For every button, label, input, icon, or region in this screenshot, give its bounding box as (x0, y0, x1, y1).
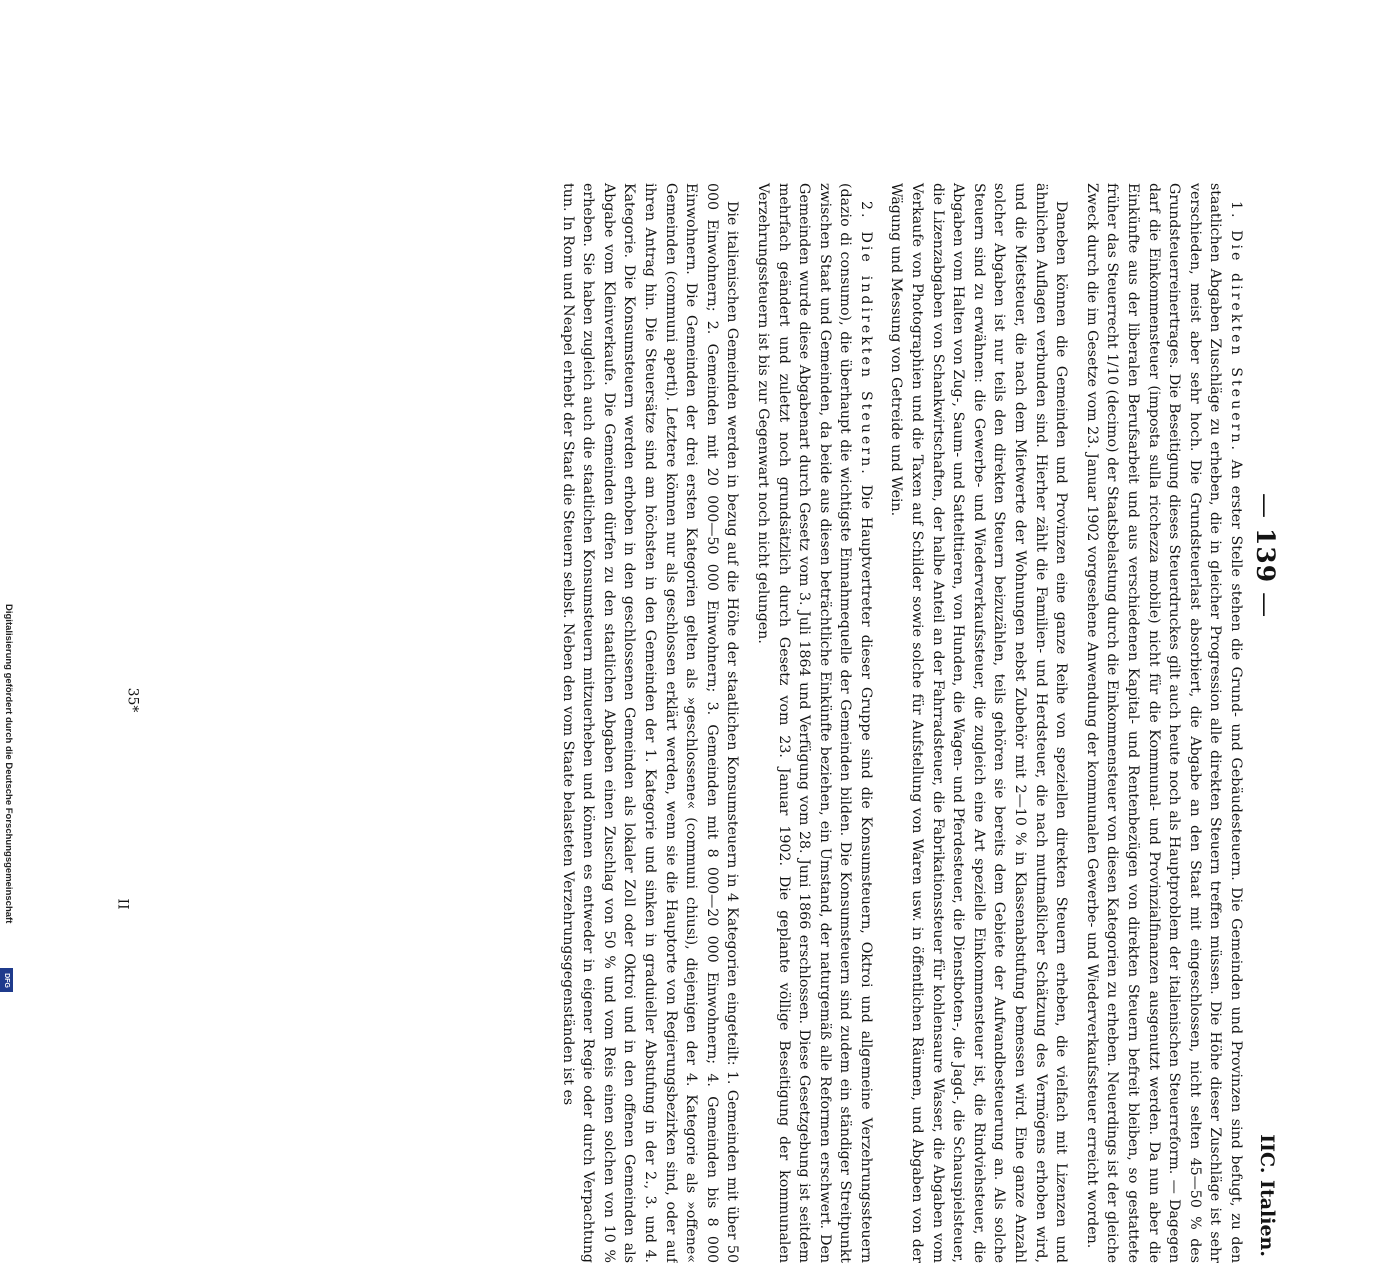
rotated-book-page (160, 155, 1280, 1263)
paragraph-indirect-taxes (752, 183, 876, 1263)
paragraph-text: An erster Stelle stehen die Grund- und Gebäudesteuern. Die Gemeinden und Provinzen sind befugt, zu den staatlichen Abgaben Zuschläge zu erheben, die in gleicher Progression alle direkten Steuern treffen müssen. Die Höhe dieser Zuschläge ist sehr verschieden, meist aber sehr hoch. Die Grundsteuerlast absorbiert, die Abgabe an den Staat mit eingeschlossen, nicht selten 45—50 % des Grundsteuerreinertrages. Die Beseitigung dieses Steuerdruckes gilt auch heute noch als Hauptproblem der italienischen Steuerreform. — Dagegen darf die Einkommensteuer (imposta sulla ricchezza mobile) nicht für die Kommunal- und Provinzialfinanzen ausgenutzt werden. Da nun aber die Einkünfte aus der liberalen Berufsarbeit und aus verschiedenen Kapital- und Rentenbezügen von direkten Steuern befreit bleiben, so gestattete früher das Steuerrecht 1/10 (decimo) der Staatsbelastung durch die Einkommensteuer von diesen Kategorien zu erheben. Neuerdings ist der gleiche Zweck durch die im Gesetze vom 23. Januar 1902 vorgesehene Anwendung der kommunalen Gewerbe- und Wiederverkaufssteuer erreicht worden. (1083, 183, 1244, 1263)
dfg-logo-icon: DFG (0, 968, 13, 992)
paragraph-text: Die italienischen Gemeinden werden in bezug auf die Höhe der staatlichen Konsumsteuern in 4 Kategorien eingeteilt: 1. Gemeinden mit über 50 000 Einwohnern; 2. Gemeinden mit 20 000—50 000 Einwohnern; 3. Gemeinden mit 8 000—20 000 Einwohnern; 4. Gemeinden bis 8 000 Einwohnern. Die Gemeinden der drei ersten Kategorien gelten als »geschlossene« (communi chiusi), diejenigen der 4. Kategorie als »offene« Gemeinden (communi aperti). Letztere können nur als geschlossen erklärt werden, wenn sie die Hauptorte von Regierungsbezirken sind, oder auf ihren Antrag hin. Die Steuersätze sind am höchsten in den Gemeinden der 1. Kategorie und sinken in graduieller Abstufung in der 2., 3. und 4. Kategorie. Die Konsumsteuern werden erhoben in den geschlossenen Gemeinden als lokaler Zoll oder Oktroi und in den offenen Gemeinden als Abgabe vom Kleinverkaufe. Die Gemeinden dürfen zu den staatlichen Abgaben einen Zuschlag von 50 % und vom Reis einen solchen von 10 % erheben. Sie haben zugleich auch die staatlichen Konsumsteuern mitzuerheben und können es entweder in eigener Regie oder durch Verpachtung tun. In Rom und Neapel erhebt der Staat die Steuern selbst. Neben den vom Staate belasteten Verzehrungsgegenständen ist es (559, 183, 741, 1263)
paragraph-special-direct-taxes (886, 183, 1071, 1263)
signature-mark-number: 35* (124, 687, 141, 713)
paragraph-municipal-categories (557, 183, 742, 1263)
page-header (1251, 183, 1280, 1263)
page-number: — 139 — (1251, 493, 1280, 618)
paragraph-text: Die Hauptvertreter dieser Gruppe sind die Konsumsteuern, Oktroi und allgemeine Verzehrungssteuern (dazio di consumo), die überhaupt die wichtigste Einnahmequelle der Gemeinden bilden. Die Konsumsteuern sind zudem ein ständiger Streitpunkt zwischen Staat und Gemeinden, da beide aus diesen beträchtliche Einkünfte beziehen, ein Umstand, der naturgemäß alle Reformen erschwert. Den Gemeinden wurde diese Abgabenart durch Gesetz vom 3. Juli 1864 und Verfügung vom 28. Juni 1866 erschlossen. Diese Gesetzgebung ist seitdem mehrfach geändert und zuletzt noch grundsätzlich durch Gesetz vom 23. Januar 1902. Die geplante völlige Beseitigung der kommunalen Verzehrungssteuern ist bis zur Gegenwart noch nicht gelungen. (754, 183, 874, 1263)
section-heading: 1. Die direkten Steuern. (1228, 201, 1244, 454)
signature-mark: II (114, 898, 131, 910)
paragraph-direct-taxes (1081, 183, 1246, 1263)
section-heading: 2. Die indirekten Steuern. (857, 201, 874, 477)
page-content (547, 183, 1280, 1263)
running-head: IIC. Italien. (1256, 1134, 1278, 1257)
credit-text: Digitalisierung gefördert durch die Deutsche Forschungsgemeinschaft (3, 604, 14, 924)
digitization-credit (2, 604, 14, 996)
paragraph-text: Daneben können die Gemeinden und Provinzen eine ganze Reihe von speziellen direkten Steuern erheben, die vielfach mit Lizenzen und ähnlichen Auflagen verbunden sind. Hierher zählt die Familien- und Herdsteuer, die nach mutmaßlicher Schätzung des Vermögens erhoben wird, und die Mietsteuer, die nach dem Mietwerte der Wohnungen nebst Zubehör mit 2—10 % in Klassenabstufung bemessen wird. Eine ganze Anzahl solcher Abgaben ist nur teils den direkten Steuern beizuzählen, teils gehören sie bereits dem Gebiete der Aufwandbesteuerung an. Als solche Steuern sind zu erwähnen: die Gewerbe- und Wiederverkaufssteuer, die zugleich eine Art spezielle Einkommensteuer ist, die Rindviehsteuer, die Abgaben vom Halten von Zug-, Saum- und Sattelttieren, von Hunden, die Wagen- und Pferdesteuer, die Dienstboten-, die Jagd-, die Schauspielsteuer, die Lizenzabgaben von Schankwirtschaften, der halbe Anteil an der Fahrradsteuer, die Fabrikationssteuer für kohlensaure Wasser, die Abgaben vom Verkaufe von Photographien und die Taxen auf Schilder sowie solche für Aufstellung von Waren usw. in öffentlichen Räumen, und Abgaben von der Wägung und Messung von Getreide und Wein. (888, 183, 1070, 1263)
